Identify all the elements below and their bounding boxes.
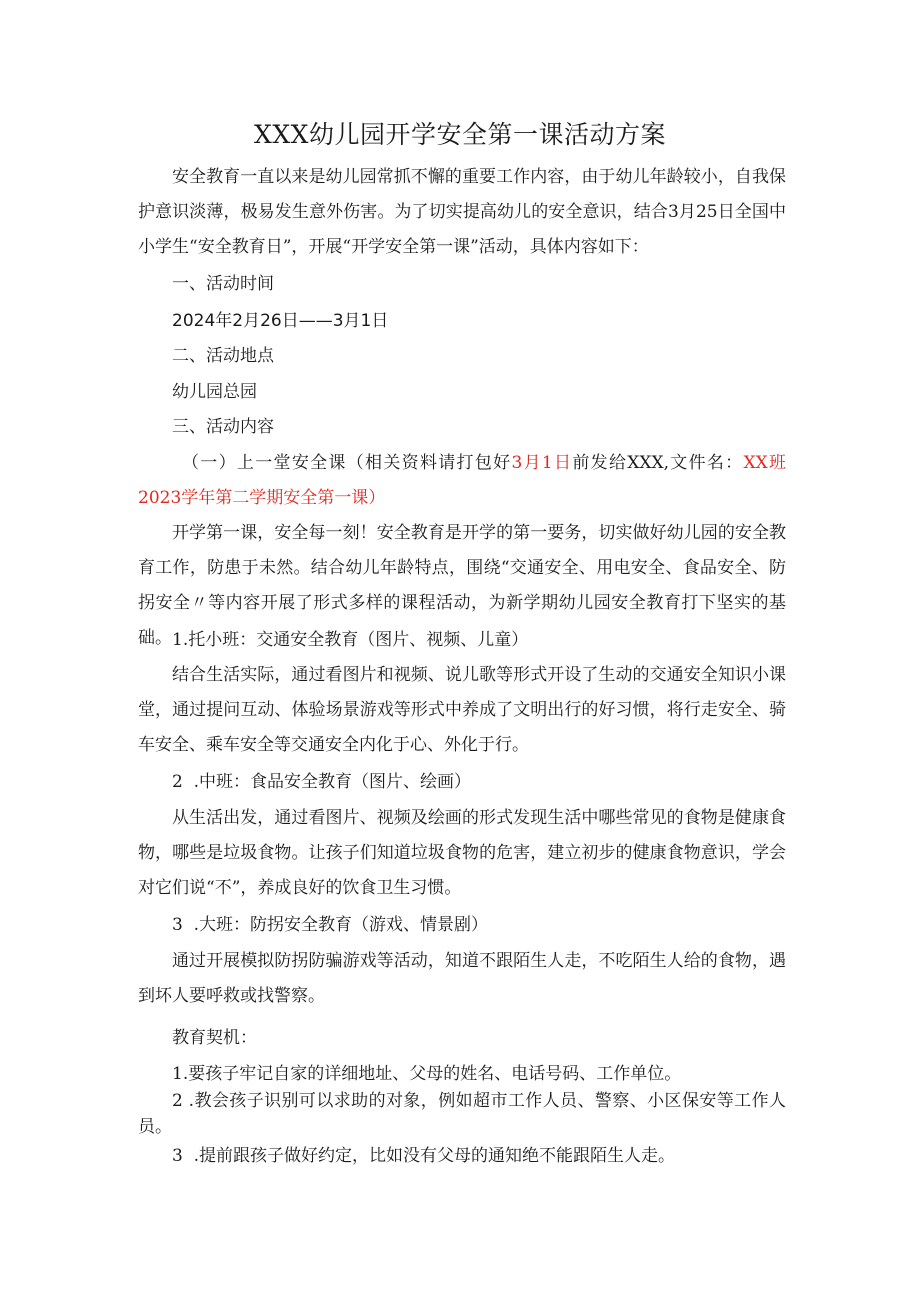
class3-heading: 3 .大班：防拐安全教育（游戏、情景剧） [172, 915, 489, 935]
item1-date: 3月1日 [511, 453, 573, 473]
class2-number: 2 [172, 772, 183, 792]
class3-body: 通过开展模拟防拐防骗游戏等活动，知道不跟陌生人走，不吃陌生人给的食物，遇到坏人要呼救或找警察。 [138, 951, 786, 1006]
class3-number: 3 [172, 915, 183, 935]
section2-heading: 二、活动地点 [172, 346, 274, 366]
item1-mid: 前发给XXX,文件名： [572, 453, 744, 473]
class1-heading: 1.托小班：交通安全教育（图片、视频、儿童） [172, 630, 529, 650]
item1-body: 开学第一课，安全每一刻！安全教育是开学的第一要务，切实做好幼儿园的安全教育工作，防患于未然。结合幼儿年龄特点，围绕“交通安全、用电安全、食品安全、防拐安全〃等内容开展了形式多样的课程活动，为新学期幼儿园安全教育打下坚实的基础。 [138, 523, 786, 648]
item1-prefix: （一）上一堂安全课（相关资料请打包好 [182, 453, 512, 473]
op2-number: 2 [172, 1091, 183, 1111]
intro-paragraph: 安全教育一直以来是幼儿园常抓不懈的重要工作内容，由于幼儿年龄较小，自我保护意识淡薄，极易发生意外伤害。为了切实提高幼儿的安全意识，结合3月25日全国中小学生“安全教育日”，开展“开学安全第一课”活动，具体内容如下： [138, 167, 786, 257]
opportunity-item-3: 3 .提前跟孩子做好约定，比如没有父母的通知绝不能跟陌生人走。 [172, 1146, 676, 1166]
item1-filename: XX班2023学年第二学期安全第一课） [138, 453, 787, 508]
section1-heading: 一、活动时间 [172, 274, 274, 294]
document-title: XXX幼儿园开学安全第一课活动方案 [254, 120, 666, 149]
section2-body: 幼儿园总园 [172, 382, 257, 402]
op3-number: 3 [172, 1146, 183, 1166]
opportunity-heading: 教育契机： [172, 1028, 257, 1048]
class2-body: 从生活出发，通过看图片、视频及绘画的形式发现生活中哪些常见的食物是健康食物，哪些是垃圾食物。让孩子们知道垃圾食物的危害，建立初步的健康食物意识，学会对它们说“不”，养成良好的饮食卫生习惯。 [138, 808, 786, 898]
section3-heading: 三、活动内容 [172, 417, 274, 437]
section1-body: 2024年2月26日——3月1日 [172, 311, 389, 331]
class1-body: 结合生活实际，通过看图片和视频、说儿歌等形式开设了生动的交通安全知识小课堂，通过提问互动、体验场景游戏等形式中养成了文明出行的好习惯，将行走安全、骑车安全、乘车安全等交通安全内化于心、外化于行。 [138, 665, 786, 755]
opportunity-item-2: 2 .教会孩子识别可以求助的对象，例如超市工作人员、警察、小区保安等工作人员。 [138, 1091, 787, 1137]
item1-paragraph [138, 446, 786, 516]
opportunity-item-1: 1.要孩子牢记自家的详细地址、父母的姓名、电话号码、工作单位。 [172, 1064, 682, 1084]
class2-heading: 2 .中班：食品安全教育（图片、绘画） [172, 772, 472, 792]
